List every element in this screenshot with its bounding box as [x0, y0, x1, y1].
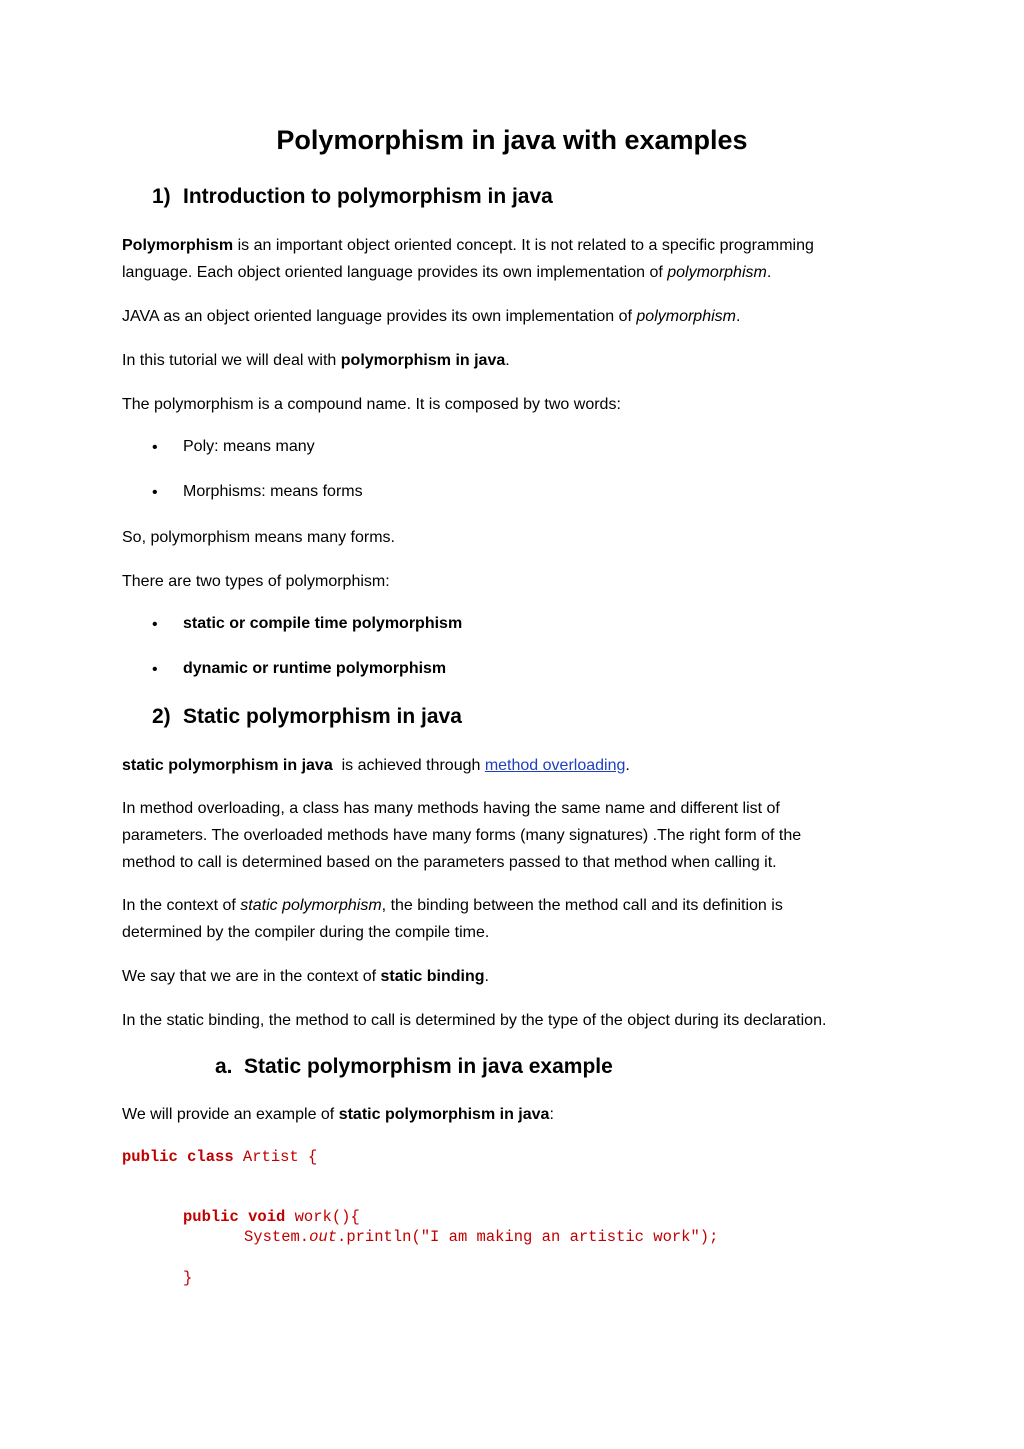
subsection-a-heading: Static polymorphism in java example: [244, 1055, 613, 1078]
static-paragraph-3-line-1: In the context of static polymorphism, the binding between the method call and its definition is: [122, 897, 783, 914]
section-1-heading: Introduction to polymorphism in java: [183, 185, 553, 208]
bullet-icon: •: [152, 484, 158, 501]
static-paragraph-1: static polymorphism in java is achieved through method overloading.: [122, 757, 630, 774]
list-item: Morphisms: means forms: [183, 483, 363, 500]
list-item: static or compile time polymorphism: [183, 615, 463, 632]
code-line-4: }: [183, 1269, 193, 1287]
method-overloading-link[interactable]: method overloading: [484, 757, 626, 774]
section-2-heading: Static polymorphism in java: [183, 705, 462, 728]
code-line-3: System.out.println("I am making an artistic work");: [244, 1228, 719, 1246]
intro-paragraph-2: JAVA as an object oriented language provides its own implementation of polymorphism.: [122, 308, 741, 325]
intro-paragraph-4: The polymorphism is a compound name. It is composed by two words:: [122, 396, 621, 413]
list-item: dynamic or runtime polymorphism: [183, 660, 447, 677]
static-paragraph-2-line-3: method to call is determined based on the parameters passed to that method when calling it.: [122, 854, 777, 871]
code-line-2: public void work(){: [183, 1208, 360, 1226]
intro-paragraph-1-line-1: Polymorphism is an important object oriented concept. It is not related to a specific programming: [122, 237, 814, 254]
page-title: Polymorphism in java with examples: [276, 125, 748, 155]
static-paragraph-3-line-2: determined by the compiler during the compile time.: [122, 924, 490, 941]
static-paragraph-2-line-1: In method overloading, a class has many methods having the same name and different list of: [122, 800, 780, 817]
static-paragraph-4: We say that we are in the context of static binding.: [122, 968, 489, 985]
bold-term: Polymorphism: [122, 237, 234, 254]
bullet-icon: •: [152, 616, 158, 633]
bullet-icon: •: [152, 439, 158, 456]
intro-paragraph-1-line-2: language. Each object oriented language provides its own implementation of polymorphism.: [122, 264, 772, 281]
intro-paragraph-3: In this tutorial we will deal with polymorphism in java.: [122, 352, 510, 369]
static-paragraph-2-line-2: parameters. The overloaded methods have many forms (many signatures) .The right form of the: [122, 827, 802, 844]
list-item: Poly: means many: [183, 438, 315, 455]
intro-paragraph-6: There are two types of polymorphism:: [122, 573, 390, 590]
section-2-number: 2): [152, 705, 171, 728]
code-line-1: public class Artist {: [122, 1148, 318, 1166]
static-paragraph-5: In the static binding, the method to call is determined by the type of the object during its declaration.: [122, 1012, 827, 1029]
intro-paragraph-5: So, polymorphism means many forms.: [122, 529, 395, 546]
bullet-icon: •: [152, 661, 158, 678]
subsection-a-number: a.: [215, 1055, 233, 1078]
static-paragraph-6: We will provide an example of static polymorphism in java:: [122, 1106, 554, 1123]
section-1-number: 1): [152, 185, 171, 208]
